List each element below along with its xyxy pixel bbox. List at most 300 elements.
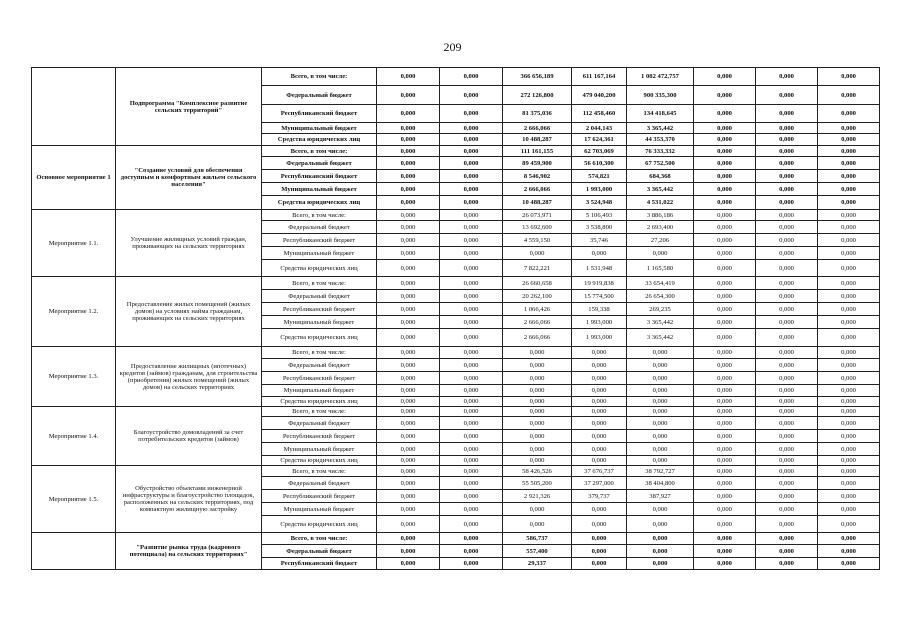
amount-cell: 15 774,500: [572, 290, 627, 303]
amount-cell: 0,000: [572, 372, 627, 385]
amount-cell: 0,000: [694, 372, 756, 385]
amount-cell: 0,000: [756, 183, 818, 196]
amount-cell: 10 488,287: [503, 134, 572, 146]
amount-cell: 0,000: [694, 533, 756, 545]
amount-cell: 0,000: [756, 417, 818, 430]
amount-cell: 0,000: [756, 157, 818, 170]
amount-cell: 0,000: [572, 443, 627, 456]
funding-source: Всего, в том числе:: [262, 277, 377, 290]
amount-cell: 0,000: [818, 146, 880, 157]
amount-cell: 0,000: [627, 407, 694, 417]
amount-cell: 0,000: [756, 397, 818, 407]
funding-source: Средства юридических лиц: [262, 329, 377, 347]
amount-cell: 0,000: [377, 303, 440, 316]
amount-cell: 4 531,022: [627, 196, 694, 210]
amount-cell: 0,000: [818, 290, 880, 303]
amount-cell: 0,000: [818, 533, 880, 545]
amount-cell: 0,000: [694, 86, 756, 105]
activity-code: Основное мероприятие 1: [32, 146, 116, 210]
amount-cell: 0,000: [627, 545, 694, 558]
table-body: [32, 68, 880, 570]
amount-cell: 0,000: [503, 503, 572, 516]
amount-cell: 0,000: [377, 533, 440, 545]
funding-source: Всего, в том числе:: [262, 407, 377, 417]
amount-cell: 0,000: [440, 277, 503, 290]
funding-source: Всего, в том числе:: [262, 146, 377, 157]
table-row: [32, 466, 880, 477]
amount-cell: 19 919,838: [572, 277, 627, 290]
amount-cell: 2 921,326: [503, 490, 572, 503]
funding-source: Муниципальный бюджет: [262, 443, 377, 456]
amount-cell: 0,000: [694, 456, 756, 466]
amount-cell: 1 082 472,757: [627, 68, 694, 86]
funding-source: Республиканский бюджет: [262, 372, 377, 385]
amount-cell: 76 333,332: [627, 146, 694, 157]
amount-cell: 0,000: [694, 407, 756, 417]
amount-cell: 0,000: [377, 516, 440, 533]
amount-cell: 0,000: [377, 359, 440, 372]
amount-cell: 0,000: [694, 123, 756, 134]
amount-cell: 0,000: [694, 221, 756, 234]
amount-cell: 0,000: [694, 157, 756, 170]
funding-source: Муниципальный бюджет: [262, 247, 377, 260]
amount-cell: 0,000: [377, 196, 440, 210]
amount-cell: 26 073,971: [503, 210, 572, 221]
funding-source: Федеральный бюджет: [262, 290, 377, 303]
amount-cell: 0,000: [440, 123, 503, 134]
amount-cell: 0,000: [503, 372, 572, 385]
amount-cell: 0,000: [440, 503, 503, 516]
amount-cell: 1 066,426: [503, 303, 572, 316]
amount-cell: 0,000: [377, 123, 440, 134]
amount-cell: 0,000: [818, 183, 880, 196]
activity-code: [32, 68, 116, 146]
amount-cell: 0,000: [818, 221, 880, 234]
amount-cell: 0,000: [756, 430, 818, 443]
amount-cell: 479 040,200: [572, 86, 627, 105]
amount-cell: 111 161,155: [503, 146, 572, 157]
amount-cell: 26 654,300: [627, 290, 694, 303]
activity-name: "Развитие рынка труда (кадрового потенциала) на сельских территориях": [116, 533, 262, 570]
amount-cell: 7 822,221: [503, 260, 572, 277]
amount-cell: 0,000: [818, 210, 880, 221]
amount-cell: 0,000: [818, 247, 880, 260]
amount-cell: 387,927: [627, 490, 694, 503]
amount-cell: 35,746: [572, 234, 627, 247]
amount-cell: 0,000: [572, 359, 627, 372]
amount-cell: 0,000: [627, 417, 694, 430]
amount-cell: 0,000: [377, 430, 440, 443]
amount-cell: 0,000: [440, 316, 503, 329]
activity-code: Мероприятие 1.4.: [32, 407, 116, 466]
amount-cell: 0,000: [627, 397, 694, 407]
amount-cell: 0,000: [694, 490, 756, 503]
amount-cell: 0,000: [818, 430, 880, 443]
amount-cell: 0,000: [440, 477, 503, 490]
amount-cell: 0,000: [377, 466, 440, 477]
funding-source: Федеральный бюджет: [262, 157, 377, 170]
amount-cell: 0,000: [503, 443, 572, 456]
amount-cell: 0,000: [818, 503, 880, 516]
amount-cell: 0,000: [503, 430, 572, 443]
amount-cell: 379,737: [572, 490, 627, 503]
amount-cell: 0,000: [756, 466, 818, 477]
amount-cell: 0,000: [818, 105, 880, 123]
amount-cell: 0,000: [627, 347, 694, 359]
funding-source: Республиканский бюджет: [262, 558, 377, 570]
funding-source: Всего, в том числе:: [262, 210, 377, 221]
amount-cell: 0,000: [694, 359, 756, 372]
amount-cell: 0,000: [818, 134, 880, 146]
amount-cell: 3 538,800: [572, 221, 627, 234]
table-row: [32, 146, 880, 157]
amount-cell: 0,000: [818, 490, 880, 503]
amount-cell: 0,000: [694, 105, 756, 123]
funding-source: Федеральный бюджет: [262, 417, 377, 430]
amount-cell: 0,000: [377, 347, 440, 359]
funding-source: Федеральный бюджет: [262, 221, 377, 234]
amount-cell: 89 459,900: [503, 157, 572, 170]
amount-cell: 0,000: [818, 123, 880, 134]
amount-cell: 0,000: [572, 545, 627, 558]
amount-cell: 0,000: [627, 443, 694, 456]
amount-cell: 3 365,442: [627, 316, 694, 329]
amount-cell: 0,000: [694, 303, 756, 316]
amount-cell: 0,000: [756, 134, 818, 146]
amount-cell: 0,000: [377, 443, 440, 456]
funding-source: Республиканский бюджет: [262, 234, 377, 247]
amount-cell: 0,000: [627, 372, 694, 385]
funding-source: Федеральный бюджет: [262, 359, 377, 372]
amount-cell: 0,000: [377, 134, 440, 146]
amount-cell: 0,000: [377, 558, 440, 570]
amount-cell: 0,000: [627, 456, 694, 466]
activity-code: [32, 533, 116, 570]
amount-cell: 0,000: [377, 316, 440, 329]
amount-cell: 0,000: [440, 170, 503, 183]
amount-cell: 0,000: [694, 397, 756, 407]
amount-cell: 3 524,948: [572, 196, 627, 210]
funding-source: Всего, в том числе:: [262, 68, 377, 86]
amount-cell: 0,000: [694, 385, 756, 397]
amount-cell: 0,000: [440, 221, 503, 234]
amount-cell: 0,000: [694, 477, 756, 490]
amount-cell: 0,000: [440, 430, 503, 443]
amount-cell: 0,000: [756, 490, 818, 503]
amount-cell: 26 660,658: [503, 277, 572, 290]
amount-cell: 0,000: [440, 490, 503, 503]
amount-cell: 272 126,800: [503, 86, 572, 105]
amount-cell: 0,000: [440, 443, 503, 456]
amount-cell: 0,000: [756, 516, 818, 533]
amount-cell: 0,000: [818, 466, 880, 477]
funding-source: Средства юридических лиц: [262, 456, 377, 466]
amount-cell: 33 654,419: [627, 277, 694, 290]
amount-cell: 3 365,442: [627, 183, 694, 196]
amount-cell: 0,000: [503, 456, 572, 466]
amount-cell: 0,000: [756, 533, 818, 545]
amount-cell: 5 106,493: [572, 210, 627, 221]
amount-cell: 62 703,069: [572, 146, 627, 157]
amount-cell: 1 993,000: [572, 329, 627, 347]
funding-source: Республиканский бюджет: [262, 303, 377, 316]
amount-cell: 0,000: [377, 277, 440, 290]
amount-cell: 0,000: [440, 516, 503, 533]
amount-cell: 2 666,066: [503, 316, 572, 329]
amount-cell: 0,000: [756, 303, 818, 316]
amount-cell: 0,000: [572, 503, 627, 516]
amount-cell: 0,000: [377, 157, 440, 170]
amount-cell: 0,000: [377, 407, 440, 417]
amount-cell: 134 418,645: [627, 105, 694, 123]
budget-table: [31, 67, 880, 570]
amount-cell: 4 559,150: [503, 234, 572, 247]
amount-cell: 0,000: [818, 477, 880, 490]
amount-cell: 0,000: [627, 503, 694, 516]
amount-cell: 0,000: [694, 316, 756, 329]
amount-cell: 3 365,442: [627, 123, 694, 134]
amount-cell: 0,000: [818, 170, 880, 183]
amount-cell: 0,000: [694, 146, 756, 157]
amount-cell: 37 676,737: [572, 466, 627, 477]
table-row: [32, 407, 880, 417]
amount-cell: 0,000: [694, 545, 756, 558]
page-number: 209: [443, 40, 462, 54]
amount-cell: 0,000: [627, 247, 694, 260]
amount-cell: 0,000: [440, 247, 503, 260]
amount-cell: 0,000: [694, 430, 756, 443]
amount-cell: 0,000: [377, 545, 440, 558]
amount-cell: 0,000: [694, 466, 756, 477]
amount-cell: 0,000: [440, 303, 503, 316]
amount-cell: 0,000: [818, 359, 880, 372]
amount-cell: 0,000: [440, 558, 503, 570]
amount-cell: 1 993,000: [572, 316, 627, 329]
amount-cell: 0,000: [818, 443, 880, 456]
funding-source: Федеральный бюджет: [262, 545, 377, 558]
amount-cell: 0,000: [694, 277, 756, 290]
amount-cell: 0,000: [440, 545, 503, 558]
amount-cell: 0,000: [503, 407, 572, 417]
amount-cell: 0,000: [627, 430, 694, 443]
amount-cell: 0,000: [694, 247, 756, 260]
amount-cell: 0,000: [818, 234, 880, 247]
funding-source: Республиканский бюджет: [262, 170, 377, 183]
amount-cell: 0,000: [756, 277, 818, 290]
amount-cell: 0,000: [377, 372, 440, 385]
amount-cell: 574,821: [572, 170, 627, 183]
amount-cell: 0,000: [503, 417, 572, 430]
amount-cell: 0,000: [756, 456, 818, 466]
activity-code: Мероприятие 1.5.: [32, 466, 116, 533]
amount-cell: 3 365,442: [627, 329, 694, 347]
amount-cell: 0,000: [440, 417, 503, 430]
amount-cell: 0,000: [440, 533, 503, 545]
amount-cell: 0,000: [818, 260, 880, 277]
amount-cell: 0,000: [440, 157, 503, 170]
amount-cell: 0,000: [694, 68, 756, 86]
amount-cell: 0,000: [440, 359, 503, 372]
funding-source: Муниципальный бюджет: [262, 316, 377, 329]
amount-cell: 0,000: [377, 210, 440, 221]
funding-source: Средства юридических лиц: [262, 134, 377, 146]
amount-cell: 81 375,036: [503, 105, 572, 123]
amount-cell: 0,000: [756, 558, 818, 570]
amount-cell: 0,000: [756, 146, 818, 157]
amount-cell: 0,000: [756, 290, 818, 303]
amount-cell: 0,000: [572, 385, 627, 397]
table-row: [32, 347, 880, 359]
activity-name: Улучшение жилищных условий граждан, проживающих на сельских территориях: [116, 210, 262, 277]
funding-source: Средства юридических лиц: [262, 196, 377, 210]
amount-cell: 0,000: [756, 123, 818, 134]
amount-cell: 0,000: [694, 260, 756, 277]
amount-cell: 0,000: [627, 533, 694, 545]
amount-cell: 0,000: [627, 558, 694, 570]
amount-cell: 0,000: [377, 68, 440, 86]
amount-cell: 0,000: [756, 105, 818, 123]
funding-source: Республиканский бюджет: [262, 105, 377, 123]
table-row: [32, 533, 880, 545]
amount-cell: 2 693,400: [627, 221, 694, 234]
amount-cell: 0,000: [572, 247, 627, 260]
amount-cell: 56 610,300: [572, 157, 627, 170]
amount-cell: 0,000: [377, 247, 440, 260]
amount-cell: 38 404,800: [627, 477, 694, 490]
amount-cell: 0,000: [694, 417, 756, 430]
amount-cell: 0,000: [818, 157, 880, 170]
amount-cell: 0,000: [756, 372, 818, 385]
amount-cell: 20 262,100: [503, 290, 572, 303]
amount-cell: 0,000: [440, 260, 503, 277]
amount-cell: 0,000: [818, 407, 880, 417]
amount-cell: 0,000: [818, 196, 880, 210]
amount-cell: 0,000: [440, 146, 503, 157]
amount-cell: 0,000: [377, 385, 440, 397]
amount-cell: 0,000: [440, 105, 503, 123]
amount-cell: 0,000: [818, 316, 880, 329]
amount-cell: 0,000: [440, 68, 503, 86]
amount-cell: 0,000: [756, 170, 818, 183]
amount-cell: 0,000: [756, 234, 818, 247]
amount-cell: 0,000: [818, 558, 880, 570]
funding-source: Всего, в том числе:: [262, 347, 377, 359]
amount-cell: 13 692,600: [503, 221, 572, 234]
amount-cell: 0,000: [440, 290, 503, 303]
activity-code: Мероприятие 1.3.: [32, 347, 116, 407]
amount-cell: 0,000: [440, 86, 503, 105]
amount-cell: 269,235: [627, 303, 694, 316]
amount-cell: 0,000: [503, 397, 572, 407]
amount-cell: 586,737: [503, 533, 572, 545]
amount-cell: 0,000: [377, 234, 440, 247]
amount-cell: 0,000: [818, 277, 880, 290]
amount-cell: 0,000: [440, 183, 503, 196]
amount-cell: 0,000: [694, 196, 756, 210]
activity-code: Мероприятие 1.2.: [32, 277, 116, 347]
amount-cell: 2 666,066: [503, 183, 572, 196]
amount-cell: 0,000: [572, 456, 627, 466]
funding-source: Средства юридических лиц: [262, 397, 377, 407]
amount-cell: 0,000: [377, 170, 440, 183]
amount-cell: 2 666,066: [503, 123, 572, 134]
amount-cell: 0,000: [694, 558, 756, 570]
amount-cell: 0,000: [572, 347, 627, 359]
amount-cell: 0,000: [756, 359, 818, 372]
funding-source: Федеральный бюджет: [262, 477, 377, 490]
amount-cell: 0,000: [572, 430, 627, 443]
amount-cell: 112 458,460: [572, 105, 627, 123]
activity-name: Предоставление жилых помещений (жилых домов) на условиях найма гражданам, проживающих на сельских территориях: [116, 277, 262, 347]
amount-cell: 0,000: [627, 385, 694, 397]
amount-cell: 0,000: [818, 456, 880, 466]
amount-cell: 0,000: [377, 183, 440, 196]
amount-cell: 0,000: [503, 247, 572, 260]
amount-cell: 0,000: [756, 196, 818, 210]
amount-cell: 1 165,580: [627, 260, 694, 277]
funding-source: Муниципальный бюджет: [262, 503, 377, 516]
amount-cell: 37 297,000: [572, 477, 627, 490]
amount-cell: 0,000: [756, 503, 818, 516]
amount-cell: 8 546,902: [503, 170, 572, 183]
amount-cell: 0,000: [440, 385, 503, 397]
amount-cell: 1 993,000: [572, 183, 627, 196]
amount-cell: 0,000: [377, 329, 440, 347]
amount-cell: 611 167,164: [572, 68, 627, 86]
amount-cell: 0,000: [440, 210, 503, 221]
amount-cell: 58 426,526: [503, 466, 572, 477]
funding-source: Муниципальный бюджет: [262, 385, 377, 397]
amount-cell: 0,000: [756, 347, 818, 359]
funding-source: Муниципальный бюджет: [262, 183, 377, 196]
amount-cell: 0,000: [756, 260, 818, 277]
amount-cell: 0,000: [440, 329, 503, 347]
amount-cell: 0,000: [694, 347, 756, 359]
amount-cell: 0,000: [818, 397, 880, 407]
amount-cell: 0,000: [756, 68, 818, 86]
amount-cell: 0,000: [818, 68, 880, 86]
amount-cell: 0,000: [377, 397, 440, 407]
amount-cell: 0,000: [818, 86, 880, 105]
funding-source: Всего, в том числе:: [262, 466, 377, 477]
amount-cell: 0,000: [503, 385, 572, 397]
amount-cell: 2 044,143: [572, 123, 627, 134]
amount-cell: 0,000: [572, 558, 627, 570]
amount-cell: 55 505,200: [503, 477, 572, 490]
amount-cell: 0,000: [756, 247, 818, 260]
amount-cell: 0,000: [377, 86, 440, 105]
amount-cell: 0,000: [694, 516, 756, 533]
funding-source: Средства юридических лиц: [262, 260, 377, 277]
amount-cell: 684,368: [627, 170, 694, 183]
amount-cell: 0,000: [694, 503, 756, 516]
amount-cell: 0,000: [756, 316, 818, 329]
amount-cell: 366 656,189: [503, 68, 572, 86]
amount-cell: 0,000: [818, 417, 880, 430]
amount-cell: 0,000: [818, 347, 880, 359]
amount-cell: 0,000: [377, 290, 440, 303]
amount-cell: 0,000: [756, 477, 818, 490]
amount-cell: 0,000: [503, 347, 572, 359]
activity-name: Предоставление жилищных (ипотечных) кредитов (займов) гражданам, для строительства (приобретения) жилых помещений (жилых домов) на сельских территориях: [116, 347, 262, 407]
amount-cell: 0,000: [440, 196, 503, 210]
funding-source: Федеральный бюджет: [262, 86, 377, 105]
amount-cell: 0,000: [377, 105, 440, 123]
amount-cell: 10 488,287: [503, 196, 572, 210]
amount-cell: 0,000: [440, 234, 503, 247]
funding-source: Республиканский бюджет: [262, 430, 377, 443]
amount-cell: 0,000: [756, 210, 818, 221]
